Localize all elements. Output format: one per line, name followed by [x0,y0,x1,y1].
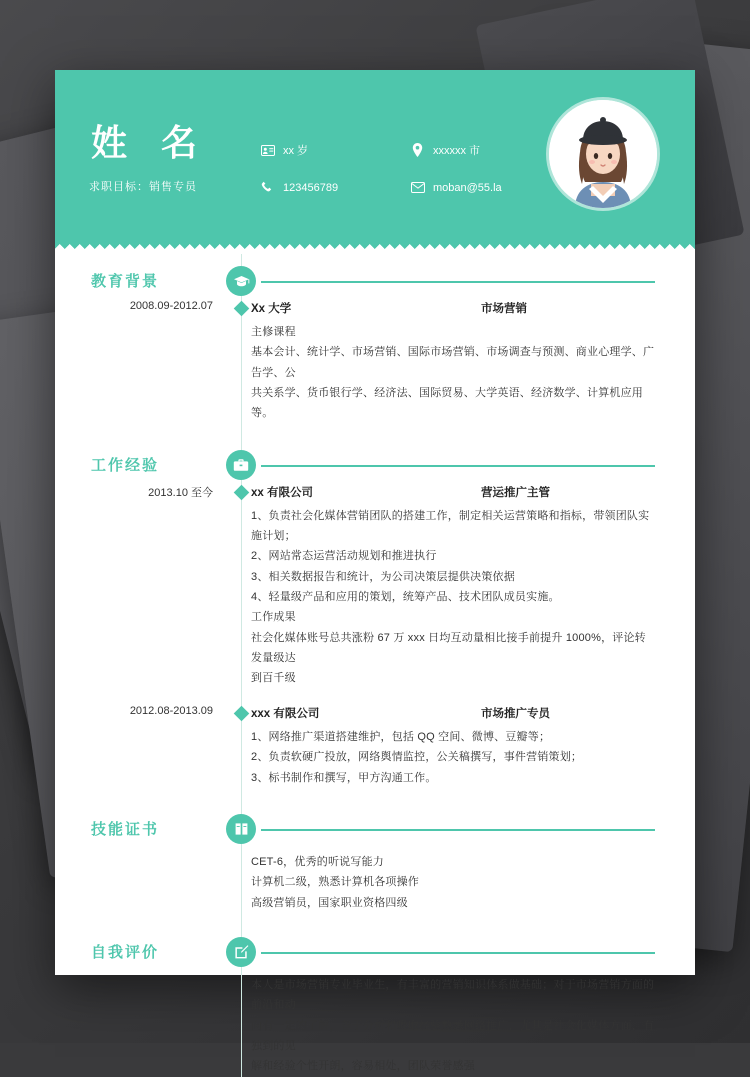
briefcase-icon [226,450,256,480]
self-evaluation-line: 本人是市场营销专业毕业生，有丰富的营销知识体系做基础；对于市场营销方面的前沿和动 [251,975,655,1016]
section-skills-certificates [55,814,695,931]
education-date: 2008.09-2012.07 [91,300,227,312]
work-company: xxx 有限公司 [251,705,481,721]
work-date: 2013.10 至今 [91,484,227,500]
work-position: 营运推广主管 [481,484,550,500]
section-title-work: 工作经验 [91,454,159,475]
avatar-illustration [549,100,657,208]
section-title-education: 教育背景 [91,270,159,291]
work-company: xx 有限公司 [251,484,481,500]
avatar [549,100,657,208]
timeline-diamond [234,301,250,317]
phone-icon [260,180,275,195]
work-line: 4、轻量级产品和应用的策划，统筹产品、技术团队成员实施。 [251,587,655,607]
section-header [55,266,695,300]
section-self-evaluation [55,937,695,1077]
resume-page [55,70,695,975]
education-line: 基本会计、统计学、市场营销、国际市场营销、市场调查与预测、商业心理学、广告学、公 [251,342,655,383]
spacer [55,426,695,444]
contact-city [410,142,560,158]
location-pin-icon [410,143,425,158]
contact-age [260,142,410,158]
work-heading [251,705,655,721]
timeline-diamond [234,484,250,500]
education-entry [55,300,695,424]
graduation-cap-icon [226,266,256,296]
contact-phone [260,180,410,195]
work-line: 2、负责软硬广投放，网络舆情监控，公关稿撰写，事件营销策划； [251,747,655,767]
spacer [55,691,695,705]
id-card-icon [260,143,275,158]
skills-content [55,848,695,913]
work-line: 1、负责社会化媒体营销团队的搭建工作，制定相关运营策略和指标，带领团队实施计划； [251,506,655,547]
work-line: 1、网络推广渠道搭建维护，包括 QQ 空间、微博、豆瓣等； [251,727,655,747]
timeline-diamond [234,706,250,722]
section-divider [261,829,655,831]
work-line: 2、网站常态运营活动规划和推进执行 [251,546,655,566]
skill-line: 高级营销员，国家职业资格四级 [251,893,655,913]
contact-email-text: moban@55.la [433,182,502,194]
skill-line: 计算机二级，熟悉计算机各项操作 [251,872,655,892]
section-title-self-evaluation: 自我评价 [91,941,159,962]
education-heading [251,300,655,316]
education-line: 共关系学、货币银行学、经济法、国际贸易、大学英语、经济数学、计算机应用等。 [251,383,655,424]
section-divider [261,952,655,954]
pencil-square-icon [226,937,256,967]
section-divider [261,281,655,283]
certificate-icon [226,814,256,844]
work-entry-1 [55,484,695,689]
contact-info [260,142,560,217]
job-target: 求职目标：销售专员 [89,178,197,194]
contact-email [410,180,560,195]
section-divider [261,465,655,467]
spacer [55,913,695,931]
resume-header [55,70,695,240]
envelope-icon [410,180,425,195]
resume-body [55,240,695,1077]
work-heading [251,484,655,500]
work-position: 市场推广专员 [481,705,550,721]
candidate-name: 姓 名 [91,115,209,166]
work-line: 到百千级 [251,668,655,688]
contact-city-text: xxxxxx 市 [433,142,480,158]
skill-line: CET-6，优秀的听说写能力 [251,852,655,872]
contact-row-2 [260,180,560,195]
work-line: 3、标书制作和撰写，甲方沟通工作。 [251,768,655,788]
work-line: 3、相关数据报告和统计，为公司决策层提供决策依据 [251,567,655,587]
self-evaluation-line: 解和经验个性开朗，容易相处，团队荣誉感强 [251,1056,655,1076]
contact-age-text: xx 岁 [283,142,308,158]
section-education [55,266,695,444]
work-entry-2 [55,705,695,788]
work-date: 2012.08-2013.09 [91,705,227,717]
self-evaluation-content [55,971,695,1077]
work-line: 工作成果 [251,607,655,627]
work-line: 社会化媒体账号总共涨粉 67 万 xxx 日均互动量相比接手前提升 1000%，评论转发量级达 [251,628,655,669]
section-work-experience [55,450,695,808]
spacer [55,790,695,808]
education-major: 市场营销 [481,300,527,316]
contact-row-1 [260,142,560,158]
education-school: Xx 大学 [251,300,481,316]
section-title-skills: 技能证书 [91,818,159,839]
section-header [55,814,695,848]
section-header [55,937,695,971]
education-line: 主修课程 [251,322,655,342]
self-evaluation-line: 向有一定的了解，善于分析和吸取经验熟悉网络推广，尤其是社会化媒体方面，有独到的见 [251,1016,655,1057]
section-header [55,450,695,484]
contact-phone-text: 123456789 [283,182,338,194]
